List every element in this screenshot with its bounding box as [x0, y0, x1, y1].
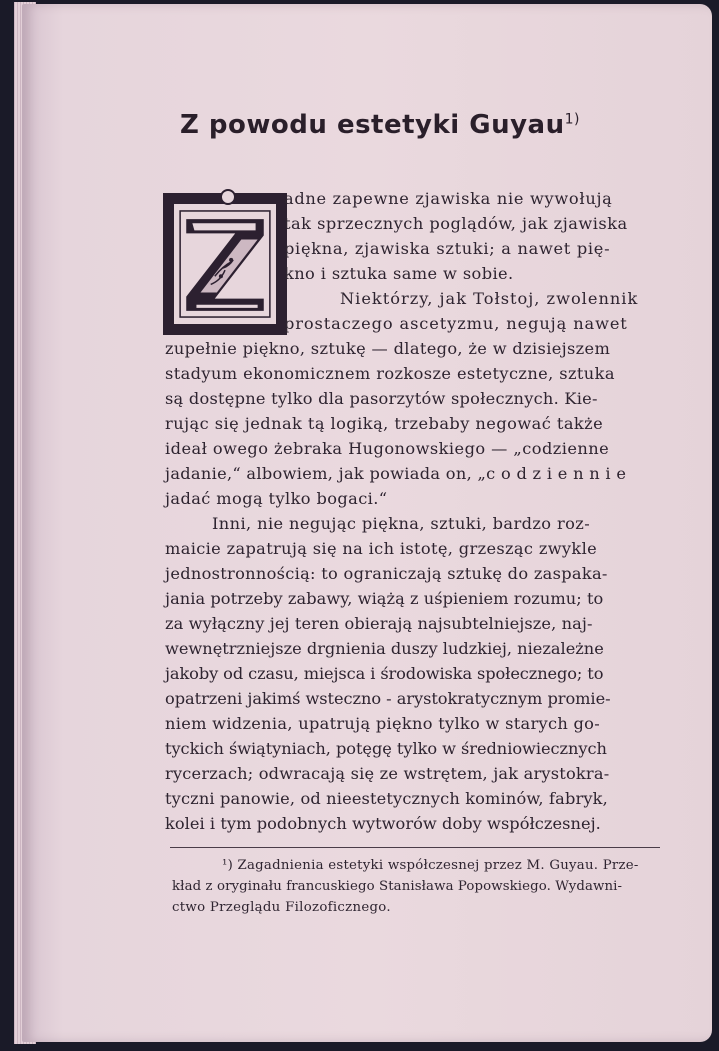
text-line: tak sprzecznych poglądów, jak zjawiska [284, 214, 628, 233]
text-line: jadać mogą tylko bogaci.“ [165, 489, 388, 508]
text-line: Inni, nie negując piękna, sztuki, bardzo roz- [212, 514, 591, 533]
footnote-line: ¹) Zagadnienia estetyki współczesnej przez M. Guyau. Prze- [222, 858, 639, 873]
text-line: są dostępne tylko dla pasorzytów społecznych. Kie- [165, 389, 598, 408]
initial-dot-ornament [220, 189, 236, 205]
text-line: rycerzach; odwracają się ze wstrętem, jak arystokra- [165, 764, 610, 783]
text-line: wewnętrzniejsze drgnienia duszy ludzkiej, niezależne [165, 639, 604, 658]
text-line: prostaczego ascetyzmu, negują nawet [284, 314, 628, 333]
text-line: ideał owego żebraka Hugonowskiego — „codzienne [165, 439, 610, 458]
title-text: Z powodu estetyki Guyau [180, 110, 565, 140]
decorated-initial [163, 193, 287, 335]
text-line: jadanie,“ albowiem, jak powiada on, „c o d z i e n n i e [165, 464, 627, 483]
text-line: jednostronnością: to ograniczają sztukę do zaspaka- [165, 564, 608, 583]
text-line: adne zapewne zjawiska nie wywołują [284, 189, 613, 208]
footnote-line: kład z oryginału francuskiego Stanisława Popowskiego. Wydawni- [172, 879, 623, 894]
title-footnote-mark: 1) [564, 111, 580, 128]
text-line: piękna, zjawiska sztuki; a nawet pię- [284, 239, 611, 258]
initial-frame [172, 202, 278, 326]
text-line: opatrzeni jakimś wsteczno - arystokratycznym promie- [165, 689, 611, 708]
text-line: zupełnie piękno, sztukę — dlatego, że w dzisiejszem [165, 339, 611, 358]
text-line: kolei i tym podobnych wytworów doby współczesnej. [165, 814, 601, 833]
text-line: Niektórzy, jak Tołstoj, zwolennik [340, 289, 639, 308]
chapter-title [150, 110, 610, 140]
text-line: jakoby od czasu, miejsca i środowiska społecznego; to [165, 664, 604, 683]
text-line: rując się jednak tą logiką, trzebaby negować także [165, 414, 604, 433]
text-line: stadyum ekonomicznem rozkosze estetyczne, sztuka [165, 364, 615, 383]
text-line: kno i sztuka same w sobie. [284, 264, 514, 283]
footnote-divider [170, 847, 660, 848]
text-line: tyckich świątyniach, potęgę tylko w średniowiecznych [165, 739, 607, 758]
text-line: tyczni panowie, od nieestetycznych kominów, fabryk, [165, 789, 608, 808]
text-line: za wyłączny jej teren obierają najsubtelniejsze, naj- [165, 614, 593, 633]
text-line: maicie zapatrują się na ich istotę, grzesząc zwykle [165, 539, 598, 558]
initial-z-ornament [174, 204, 276, 324]
text-line: jania potrzeby zabawy, wiążą z uśpieniem rozumu; to [165, 589, 604, 608]
footnote-line: ctwo Przeglądu Filozoficznego. [172, 900, 391, 915]
text-line: niem widzenia, upatrują piękno tylko w starych go- [165, 714, 600, 733]
